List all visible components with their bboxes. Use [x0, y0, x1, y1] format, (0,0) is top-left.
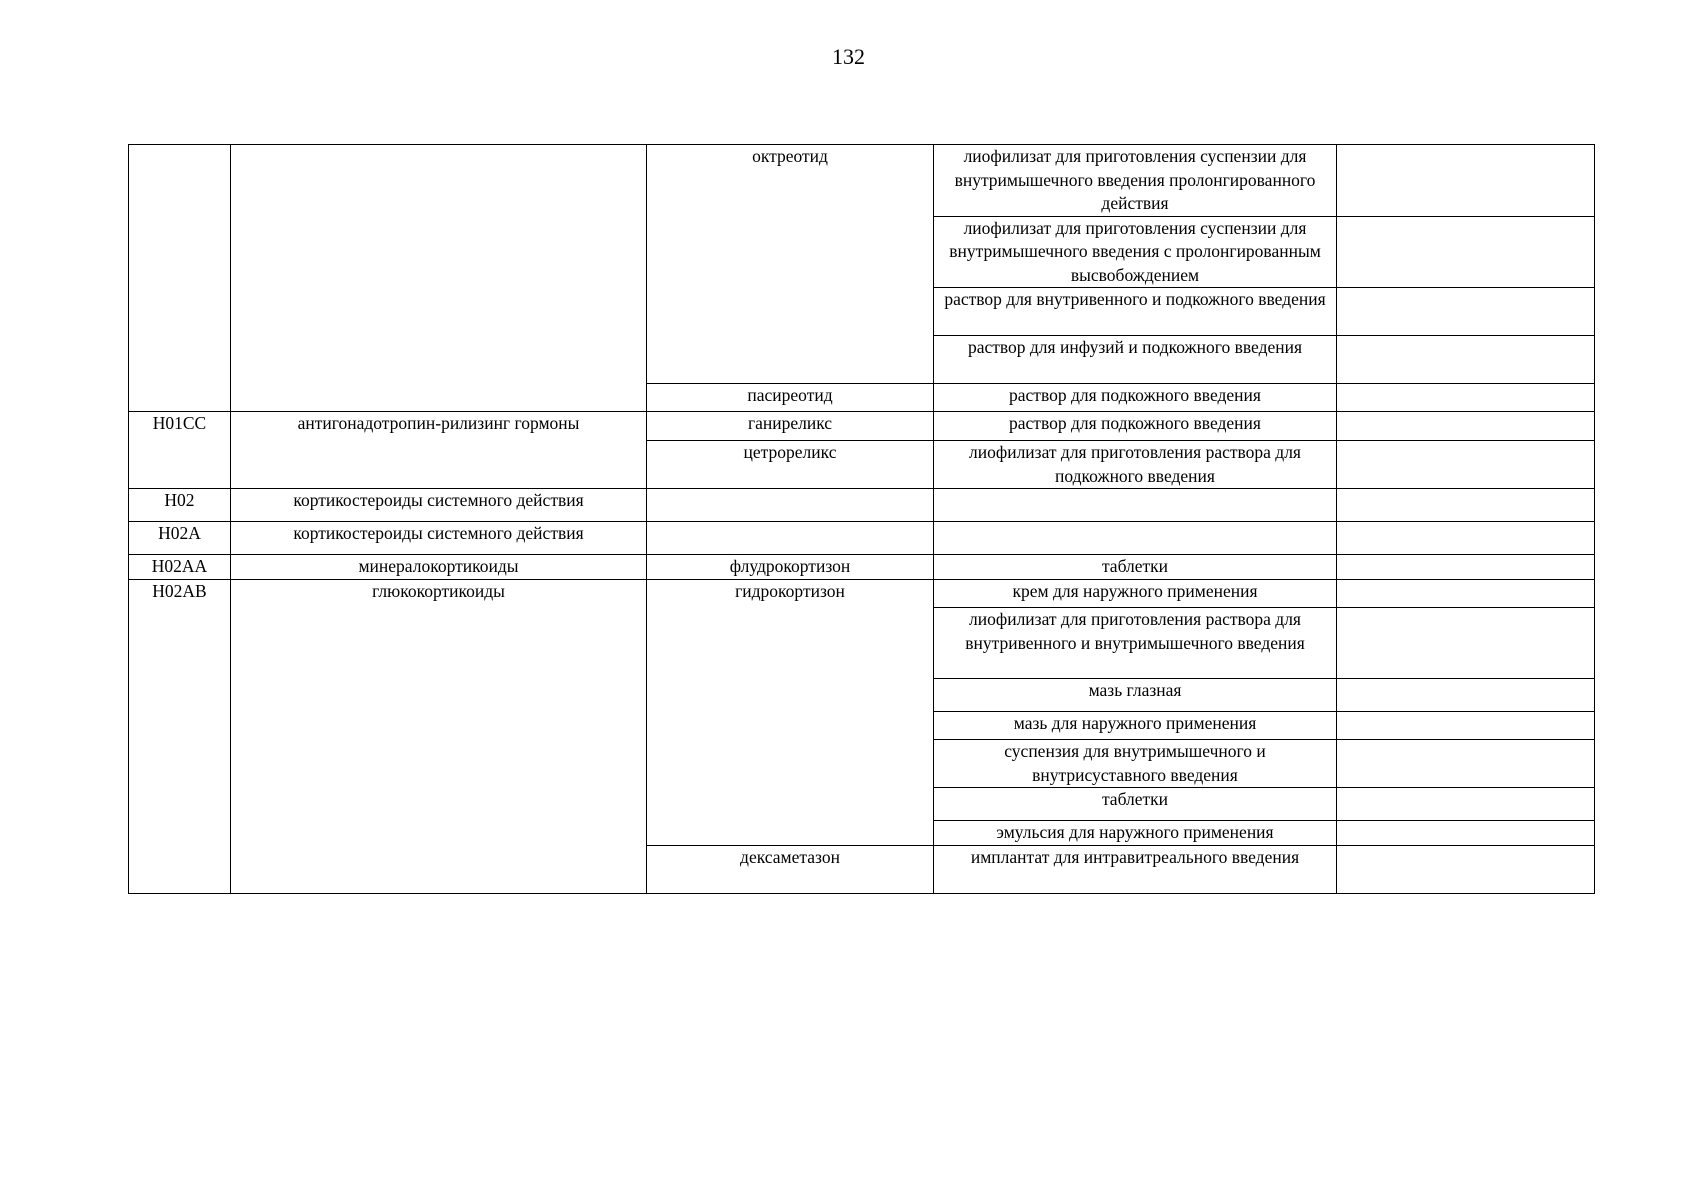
dosage-form-cell: мазь для наружного применения: [934, 712, 1337, 740]
drug-name-cell: пасиреотид: [647, 384, 934, 412]
extra-cell: [1337, 522, 1595, 555]
drug-name-cell: [647, 522, 934, 555]
table-row: [129, 489, 1595, 522]
dosage-form-cell: [934, 489, 1337, 522]
dosage-form-cell: мазь глазная: [934, 679, 1337, 712]
extra-cell: [1337, 489, 1595, 522]
dosage-form-cell: лиофилизат для приготовления суспензии для внутримышечного введения пролонгированного действия: [934, 145, 1337, 217]
page-number: 132: [832, 44, 865, 69]
drug-name-cell: цетрореликс: [647, 441, 934, 489]
extra-cell: [1337, 145, 1595, 217]
dosage-form-cell: имплантат для интравитреального введения: [934, 846, 1337, 894]
dosage-form-cell: лиофилизат для приготовления раствора для внутривенного и внутримышечного введения: [934, 608, 1337, 679]
extra-cell: [1337, 679, 1595, 712]
extra-cell: [1337, 712, 1595, 740]
anatomic-group-cell: антигонадотропин-рилизинг гормоны: [231, 412, 647, 489]
anatomic-group-cell: [231, 145, 647, 412]
dosage-form-cell: лиофилизат для приготовления суспензии для внутримышечного введения с пролонгированным высвобождением: [934, 216, 1337, 288]
atc-code-cell: H02: [129, 489, 231, 522]
drug-name-cell: ганиреликс: [647, 412, 934, 441]
anatomic-group-cell: глюкокортикоиды: [231, 580, 647, 894]
extra-cell: [1337, 336, 1595, 384]
extra-cell: [1337, 608, 1595, 679]
extra-cell: [1337, 288, 1595, 336]
dosage-form-cell: раствор для внутривенного и подкожного введения: [934, 288, 1337, 336]
extra-cell: [1337, 788, 1595, 821]
extra-cell: [1337, 740, 1595, 788]
dosage-form-cell: таблетки: [934, 788, 1337, 821]
dosage-form-cell: суспензия для внутримышечного и внутрисуставного введения: [934, 740, 1337, 788]
extra-cell: [1337, 216, 1595, 288]
table-row: [129, 145, 1595, 217]
dosage-form-cell: крем для наружного применения: [934, 580, 1337, 608]
atc-code-cell: H02AA: [129, 555, 231, 580]
dosage-form-cell: раствор для подкожного введения: [934, 384, 1337, 412]
extra-cell: [1337, 846, 1595, 894]
anatomic-group-cell: кортикостероиды системного действия: [231, 522, 647, 555]
drug-name-cell: октреотид: [647, 145, 934, 384]
anatomic-group-cell: кортикостероиды системного действия: [231, 489, 647, 522]
table-row: [129, 555, 1595, 580]
atc-code-cell: H01CC: [129, 412, 231, 489]
table-row: [129, 522, 1595, 555]
extra-cell: [1337, 821, 1595, 846]
extra-cell: [1337, 441, 1595, 489]
extra-cell: [1337, 555, 1595, 580]
dosage-form-cell: раствор для подкожного введения: [934, 412, 1337, 441]
dosage-form-cell: таблетки: [934, 555, 1337, 580]
drug-name-cell: флудрокортизон: [647, 555, 934, 580]
dosage-form-cell: эмульсия для наружного применения: [934, 821, 1337, 846]
atc-code-cell: [129, 145, 231, 412]
extra-cell: [1337, 412, 1595, 441]
extra-cell: [1337, 384, 1595, 412]
anatomic-group-cell: минералокортикоиды: [231, 555, 647, 580]
dosage-form-cell: [934, 522, 1337, 555]
table-row: [129, 412, 1595, 441]
drug-name-cell: гидрокортизон: [647, 580, 934, 846]
extra-cell: [1337, 580, 1595, 608]
atc-code-cell: H02A: [129, 522, 231, 555]
table-row: [129, 580, 1595, 608]
drug-name-cell: [647, 489, 934, 522]
drug-table: [128, 144, 1595, 894]
dosage-form-cell: лиофилизат для приготовления раствора для подкожного введения: [934, 441, 1337, 489]
dosage-form-cell: раствор для инфузий и подкожного введения: [934, 336, 1337, 384]
atc-code-cell: H02AB: [129, 580, 231, 894]
drug-name-cell: дексаметазон: [647, 846, 934, 894]
